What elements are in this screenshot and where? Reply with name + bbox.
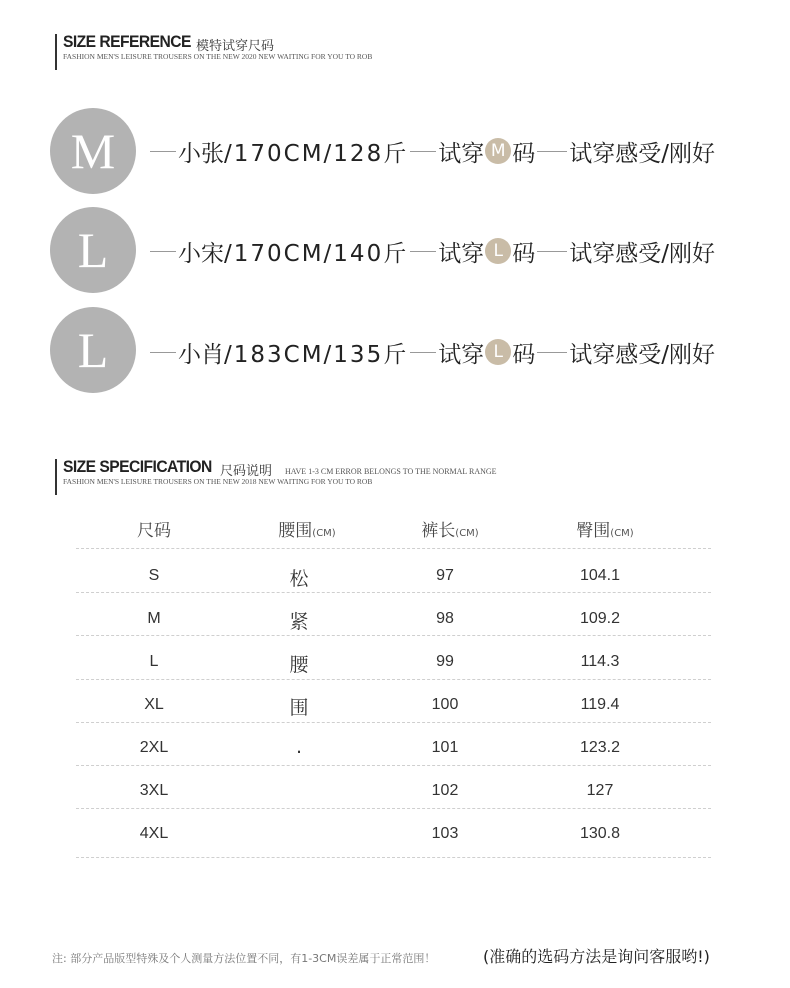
model-name: 小张: [178, 140, 224, 167]
divider-dash: [537, 151, 567, 152]
try-prefix: 试穿: [438, 341, 485, 368]
row-divider: [76, 592, 711, 593]
cell-waist: 紧: [289, 611, 309, 633]
col-header-waist: 腰围(CM): [278, 521, 336, 541]
tried-size-chip: L: [485, 339, 511, 365]
divider-dash: [150, 251, 176, 252]
size-badge-l: L: [50, 307, 136, 393]
divider-dash: [410, 352, 436, 353]
divider-dash: [537, 352, 567, 353]
cell-hip: 104.1: [579, 567, 621, 584]
divider-dash: [410, 251, 436, 252]
specification-accent-bar: [55, 459, 57, 495]
divider-dash: [537, 251, 567, 252]
divider-dash: [410, 151, 436, 152]
cell-size: S: [148, 567, 160, 584]
row-divider: [76, 722, 711, 723]
try-suffix: 码: [512, 341, 536, 368]
reference-accent-bar: [55, 34, 57, 70]
cell-hip: 130.8: [579, 825, 621, 842]
model-info-line: [148, 131, 715, 171]
fit-feeling: 试穿感受/刚好: [569, 240, 715, 267]
reference-title: SIZE REFERENCE: [63, 32, 191, 51]
cell-length: 100: [431, 696, 459, 713]
cell-length: 99: [436, 653, 454, 670]
specification-title: SIZE SPECIFICATION: [63, 457, 212, 476]
try-prefix: 试穿: [438, 140, 485, 167]
try-prefix: 试穿: [438, 240, 485, 267]
divider-dash: [150, 151, 176, 152]
cell-length: 98: [436, 610, 454, 627]
model-info-line: [148, 231, 715, 271]
cell-hip: 127: [586, 782, 614, 799]
cell-length: 97: [436, 567, 454, 584]
reference-title-cn: 模特试穿尺码: [196, 39, 275, 54]
cell-hip: 119.4: [580, 696, 620, 713]
tried-size-chip: L: [485, 238, 511, 264]
cell-size: M: [147, 610, 161, 627]
cell-hip: 109.2: [579, 610, 621, 627]
cell-length: 103: [431, 825, 459, 842]
row-divider: [76, 765, 711, 766]
fit-feeling: 试穿感受/刚好: [569, 341, 715, 368]
cell-size: 3XL: [139, 782, 169, 799]
model-name: 小宋: [178, 240, 224, 267]
fit-feeling: 试穿感受/刚好: [569, 140, 715, 167]
model-info-line: [148, 332, 715, 372]
cell-hip: 123.2: [579, 739, 621, 756]
model-spec: /183CM/135斤: [224, 341, 409, 368]
row-divider: [76, 808, 711, 809]
model-spec: /170CM/128斤: [224, 140, 409, 167]
model-spec: /170CM/140斤: [224, 240, 409, 267]
cell-waist: .: [295, 736, 303, 758]
divider-dash: [150, 352, 176, 353]
col-header-length: 裤长(CM): [421, 521, 479, 541]
specification-note: HAVE 1-3 CM ERROR BELONGS TO THE NORMAL RANGE: [285, 467, 497, 476]
col-header-hip: 臀围(CM): [576, 521, 634, 541]
row-divider: [76, 679, 711, 680]
cell-length: 102: [431, 782, 459, 799]
specification-title-cn: 尺码说明: [220, 464, 273, 479]
cell-hip: 114.3: [580, 653, 620, 670]
try-suffix: 码: [512, 140, 536, 167]
cell-size: 2XL: [139, 739, 169, 756]
reference-subtitle: FASHION MEN'S LEISURE TROUSERS ON THE NEW 2020 NEW WAITING FOR YOU TO ROB: [63, 52, 373, 61]
footer-tip: (准确的选码方法是询问客服哟!): [483, 947, 710, 966]
cell-size: 4XL: [139, 825, 169, 842]
row-divider: [76, 857, 711, 858]
cell-waist: 围: [289, 697, 309, 719]
row-divider: [76, 548, 711, 549]
size-badge-m: M: [50, 108, 136, 194]
specification-subtitle: FASHION MEN'S LEISURE TROUSERS ON THE NEW 2018 NEW WAITING FOR YOU TO ROB: [63, 477, 373, 486]
cell-length: 101: [431, 739, 459, 756]
row-divider: [76, 635, 711, 636]
cell-waist: 腰: [289, 654, 309, 676]
col-header-size: 尺码: [137, 521, 171, 541]
cell-size: XL: [144, 696, 164, 713]
tried-size-chip: M: [485, 138, 511, 164]
cell-size: L: [149, 653, 159, 670]
cell-waist: 松: [289, 568, 309, 590]
model-name: 小肖: [178, 341, 224, 368]
footer-note: 注: 部分产品版型特殊及个人测量方法位置不同，有1-3CM误差属于正常范围！: [52, 952, 436, 965]
try-suffix: 码: [512, 240, 536, 267]
size-badge-l: L: [50, 207, 136, 293]
